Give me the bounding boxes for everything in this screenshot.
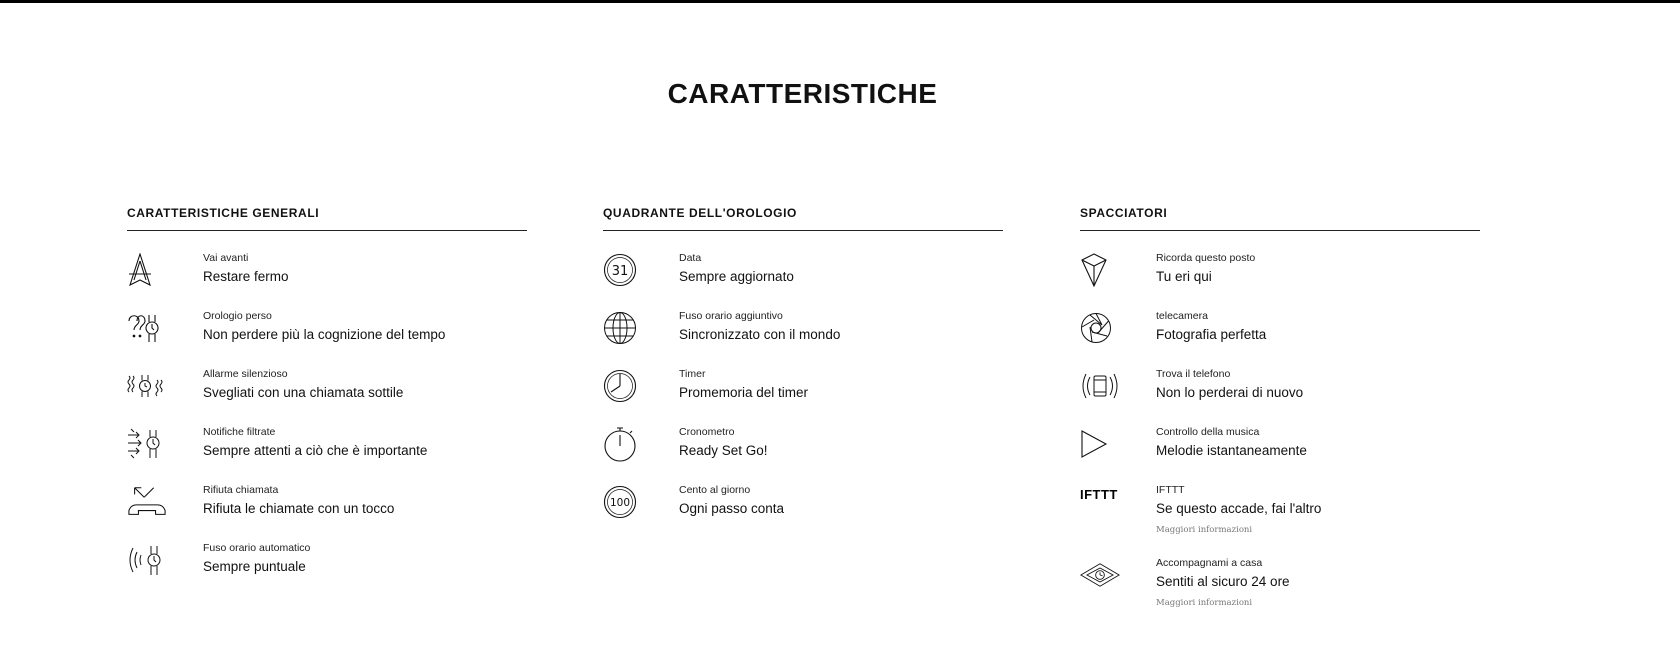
lost-watch-icon [127,309,167,347]
feature-label: Fuso orario aggiuntivo [679,310,783,322]
feature-item [127,483,527,541]
feature-title: Svegliati con una chiamata sottile [203,385,404,400]
feature-label: Data [679,252,702,264]
globe-icon [603,309,643,347]
stopwatch-icon [603,425,643,463]
column-watch-face [603,206,1003,541]
feature-title: Se questo accade, fai l'altro [1156,501,1322,516]
feature-item [127,541,527,599]
feature-title: Sempre attenti a ciò che è importante [203,443,428,458]
play-icon [1080,425,1120,463]
feature-item [1080,556,1480,629]
feature-title: Restare fermo [203,269,289,284]
feature-title: Fotografia perfetta [1156,327,1267,342]
feature-label: Orologio perso [203,310,272,322]
feature-list [127,251,527,599]
feature-label: telecamera [1156,310,1208,322]
feature-title: Promemoria del timer [679,385,809,400]
feature-label: IFTTT [1156,484,1185,496]
take-me-home-icon [1080,556,1120,594]
feature-label: Cento al giorno [679,484,751,496]
feature-item [1080,251,1480,309]
feature-title: Sentiti al sicuro 24 ore [1156,574,1290,589]
feature-label: Notifiche filtrate [203,426,276,438]
feature-item [127,425,527,483]
timer-icon [603,367,643,405]
feature-item [1080,425,1480,483]
find-phone-icon [1080,367,1120,405]
feature-item [603,309,1003,367]
page-title: CARATTERISTICHE [667,78,938,109]
feature-label: Accompagnami a casa [1156,557,1263,569]
column-heading: SPACCIATORI [1080,206,1480,231]
feature-list [1080,251,1480,629]
feature-label: Trova il telefono [1156,368,1231,380]
feature-title: Ogni passo conta [679,501,785,516]
hundred-icon [603,483,643,521]
camera-shutter-icon [1080,309,1120,347]
feature-item [1080,309,1480,367]
feature-label: Allarme silenzioso [203,368,288,380]
filtered-notifications-icon [127,425,167,463]
feature-title: Ready Set Go! [679,443,768,458]
feature-label: Ricorda questo posto [1156,252,1256,264]
arrow-forward-icon [127,251,167,289]
feature-label: Fuso orario automatico [203,542,311,554]
feature-item [127,251,527,309]
column-heading: QUADRANTE DELL'OROLOGIO [603,206,1003,231]
feature-item [127,367,527,425]
feature-item [603,251,1003,309]
date-icon-number: 31 [611,264,629,279]
feature-title: Melodie istantaneamente [1156,443,1307,458]
feature-title: Non perdere più la cognizione del tempo [203,327,446,342]
more-info-link[interactable]: Maggiori informazioni [1156,525,1253,535]
auto-timezone-icon [127,541,167,579]
feature-title: Rifiuta le chiamate con un tocco [203,501,395,516]
feature-title: Non lo perderai di nuovo [1156,385,1304,400]
feature-item [1080,367,1480,425]
column-shortcuts [1080,206,1480,629]
silent-alarm-icon [127,367,167,405]
feature-label: Cronometro [679,426,735,438]
feature-label: Rifiuta chiamata [203,484,279,496]
feature-title: Tu eri qui [1156,269,1212,284]
feature-label: Timer [679,368,706,380]
feature-title: Sincronizzato con il mondo [679,327,841,342]
feature-title: Sempre puntuale [203,559,306,574]
column-general-features [127,206,527,599]
hundred-icon-number: 100 [609,497,631,509]
more-info-link[interactable]: Maggiori informazioni [1156,598,1253,608]
location-pin-icon [1080,251,1120,289]
feature-item [603,425,1003,483]
column-heading: CARATTERISTICHE GENERALI [127,206,527,231]
feature-item [127,309,527,367]
ifttt-logo-text: IFTTT [1080,487,1118,502]
feature-item [603,367,1003,425]
date-icon [603,251,643,289]
top-border [0,0,1680,3]
feature-title: Sempre aggiornato [679,269,794,284]
feature-list [603,251,1003,541]
feature-item [603,483,1003,541]
feature-label: Vai avanti [203,252,249,264]
feature-label: Controllo della musica [1156,426,1260,438]
feature-item [1080,483,1480,556]
ifttt-logo [1080,483,1120,521]
reject-call-icon [127,483,167,521]
